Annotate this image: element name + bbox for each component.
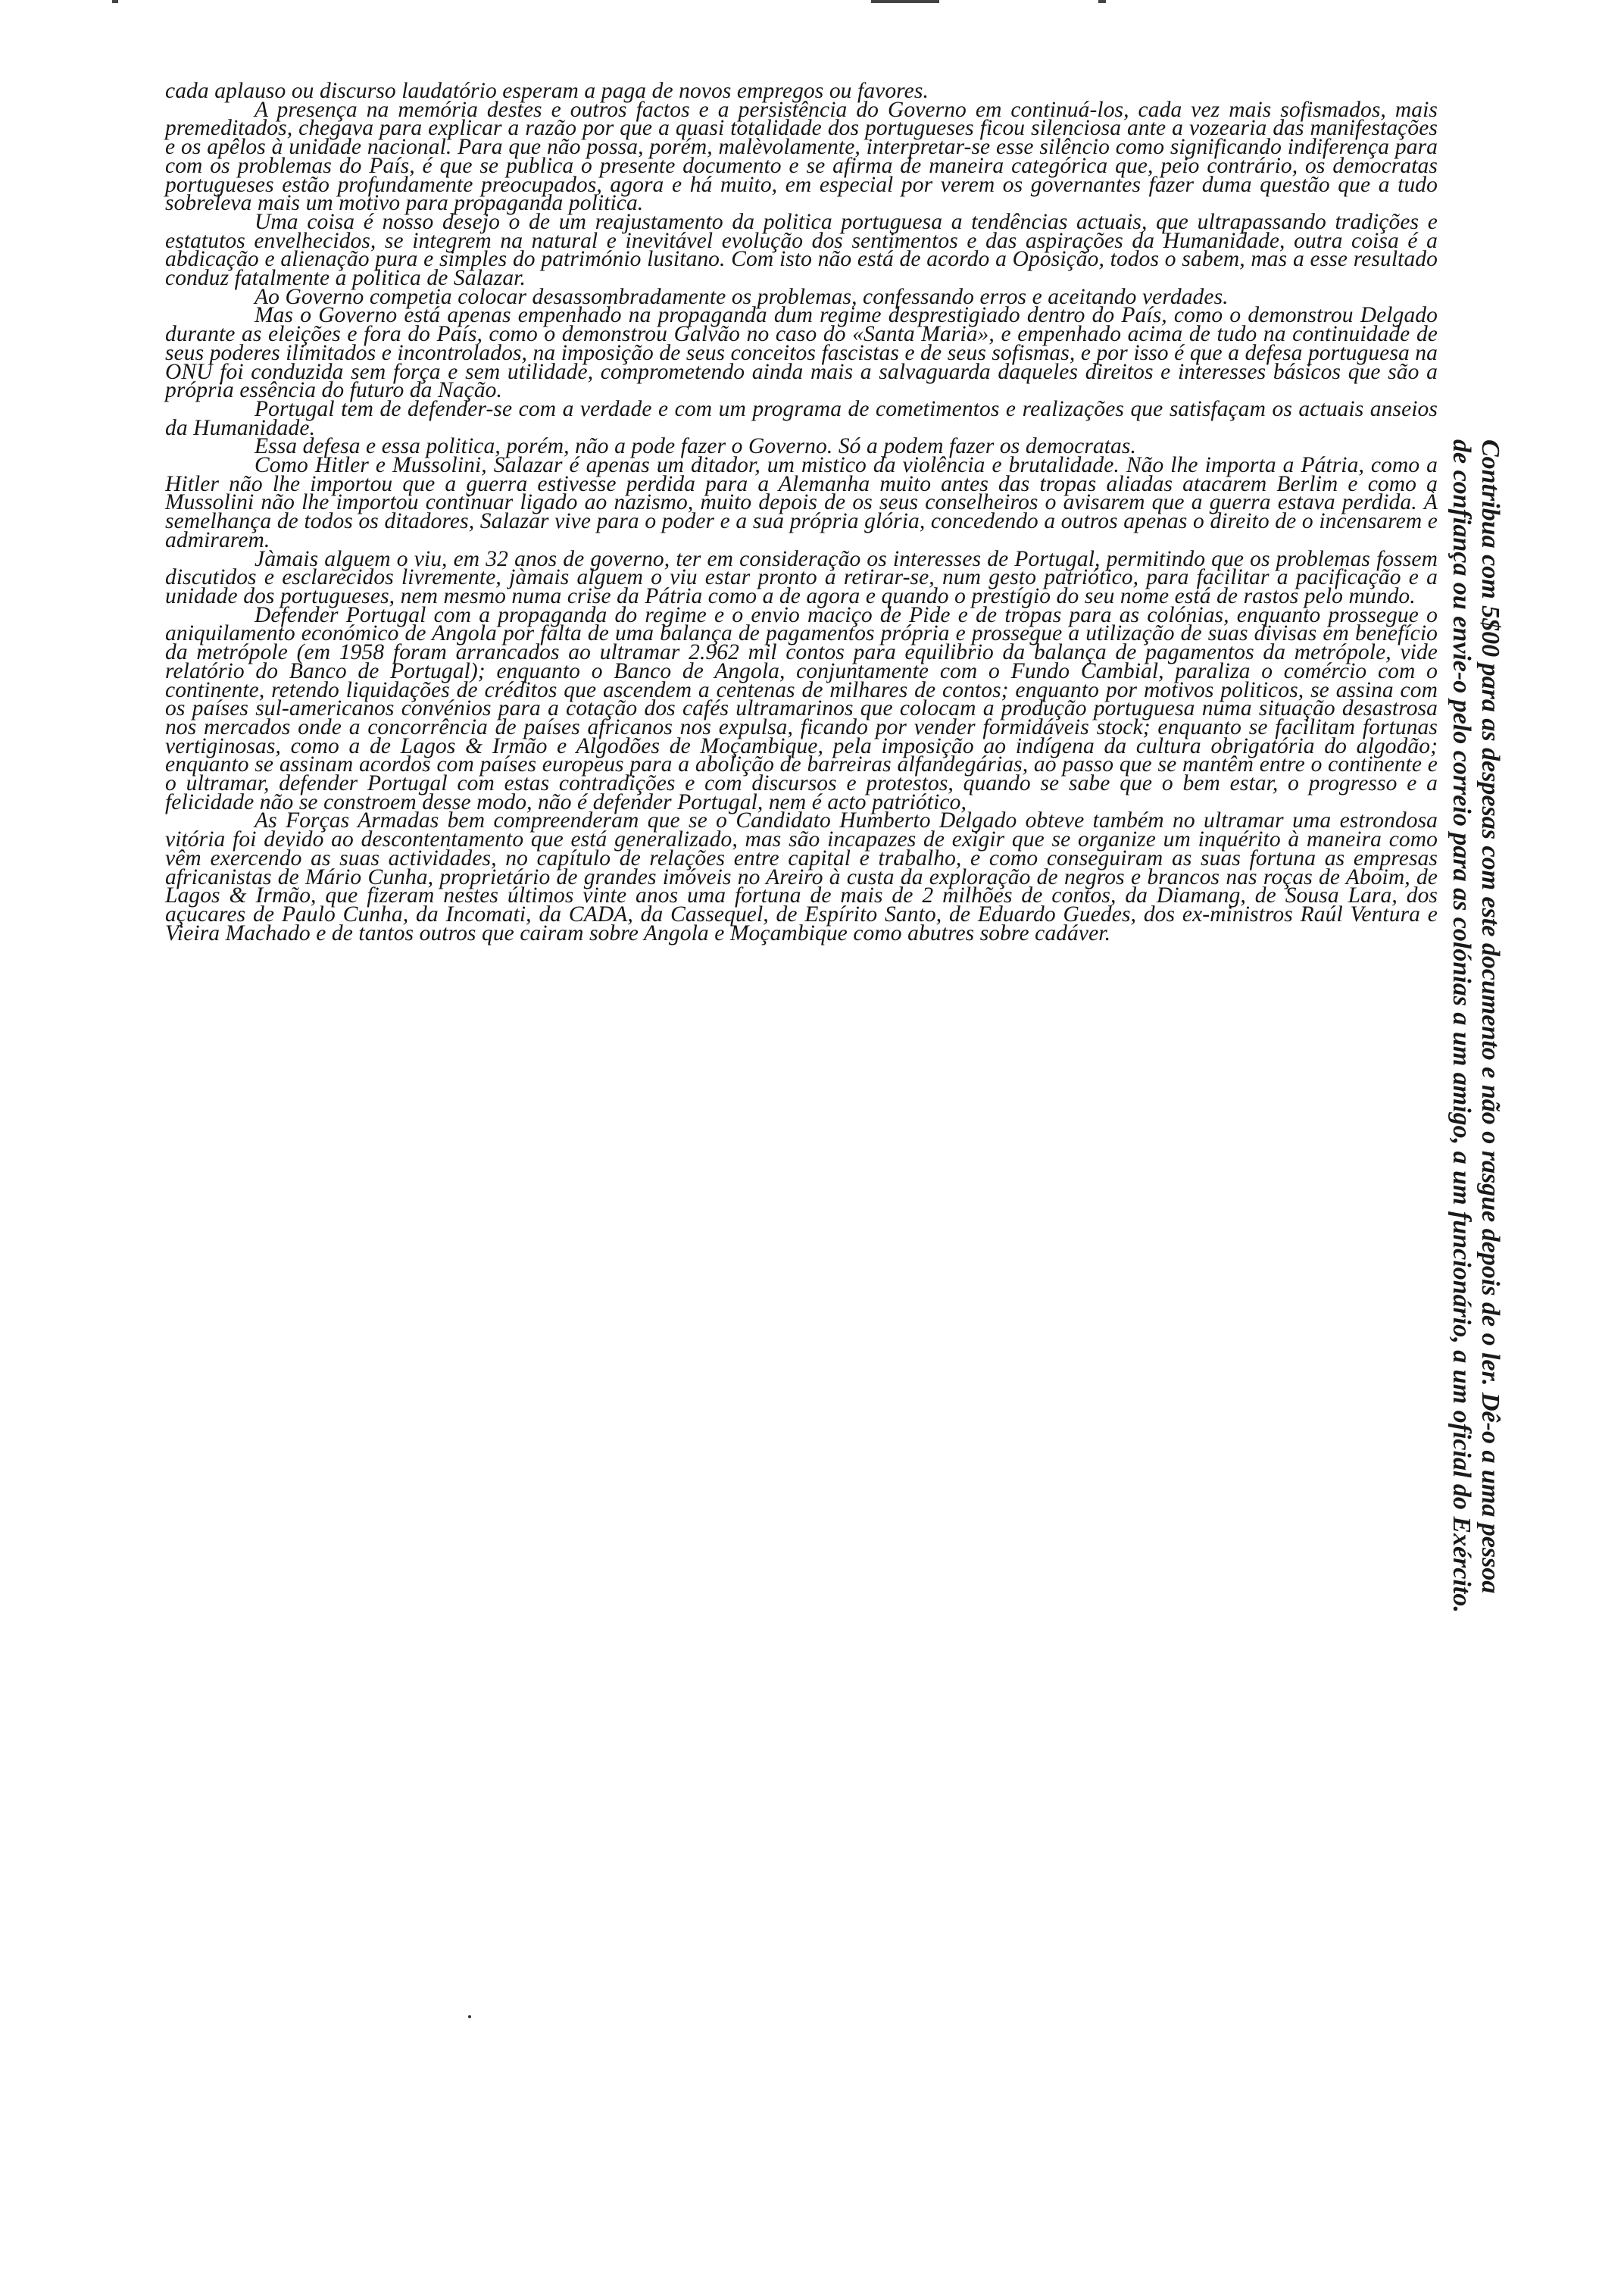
paragraph-5: Mas o Governo está apenas empenhado na propaganda dum regime desprestigiado dentro do País, como o demonstrou Delgado durante as eleições e fora do País, como o demonstrou Galvão no caso do «Santa Maria», e empenhado acima de tudo na continuidade de seus poderes ilimitados e incontrolados, na imposição de seus conceitos fascistas e de seus sofismas, e por isso é que a defesa portuguesa na ONU foi conduzida sem força e sem utilidade, comprometendo ainda mais a salvaguarda daqueles direitos e interesses básicos que são a própria essência do futuro da Nação.	[165, 303, 1438, 403]
paper-speck	[468, 2015, 471, 2018]
paragraph-7: Essa defesa e essa politica, porém, não a pode fazer o Governo. Só a podem fazer os democratas.	[255, 434, 1136, 459]
side-note	[1447, 439, 1504, 2030]
paragraph-3: Uma coisa é nosso desejo o de um reajustamento da politica portuguesa a tendências actuais, que ultrapassando tradições e estatutos envelhecidos, se integrem na natural e inevitável evolução dos sentimentos e das aspirações da Humanidade, outra coisa é a abdicação e alienação pura e simples do património lusitano. Com isto não está de acordo a Oposição, todos o sabem, mas a esse resultado conduz fatalmente a politica de Salazar.	[165, 209, 1438, 291]
document-body	[165, 79, 1438, 945]
side-note-line-2: de confiança ou envie-o pelo correio para as colónias a um amigo, a um funcionário, a um oficial do Exército.	[1448, 439, 1476, 1613]
paragraph-11: As Forças Armadas bem compreenderam que se o Candidato Humberto Delgado obteve também no ultramar uma estrondosa vitória foi devido ao descontentamento que está generalizado, mas são incapazes de exigir que se organize um inquérito à maneira como vêm exercendo as suas actividades, no capítulo de relações entre capital e trabalho, e como conseguiram as suas fortuna as empresas africanistas de Mário Cunha, proprietário de grandes imóveis no Areiro à custa da exploração de negros e brancos nas roças de Aboim, de Lagos & Irmão, que fizeram nestes últimos vinte anos uma fortuna de mais de 2 milhões de contos, da Diamang, de Sousa Lara, dos açucares de Paulo Cunha, da Incomati, da CADA, da Cassequel, de Espírito Santo, de Eduardo Guedes, dos ex-ministros Raúl Ventura e Vieira Machado e de tantos outros que cairam sobre Angola e Moçambique como abutres sobre cadáver.	[165, 808, 1438, 945]
paragraph-8: Como Hitler e Mussolini, Salazar é apenas um ditador, um mistico da violência e brutalidade. Não lhe importa a Pátria, como a Hitler não lhe importou que a guerra estivesse perdida para a Alemanha muito antes das tropas aliadas atacarem Berlim e como a Mussolini não lhe importou continuar ligado ao nazismo, muito depois de os seus conselheiros o avisarem que a guerra estava perdida. À semelhança de todos os ditadores, Salazar vive para o poder e a sua própria glória, concedendo a outros apenas o direito de o incensarem e admirarem.	[165, 453, 1438, 552]
paragraph-9: Jàmais alguem o viu, em 32 anos de governo, ter em consideração os interesses de Portugal, permitindo que os problemas fossem discutidos e esclarecidos livremente, jàmais alguem o viu estar pronto a retirar-se, num gesto patriótico, para facilitar a pacificação e a unidade dos portugueses, nem mesmo numa crise da Pátria como a de agora e quando o prestígio do seu nome está de rastos pelo mundo.	[165, 546, 1438, 608]
side-note-line-1: Contribua com 5$00 para as despesas com este documento e não o rasgue depois de o ler. Dê-o a uma pessoa	[1476, 439, 1504, 1594]
paragraph-2: A presença na memória destes e outros factos e a persistência do Governo em continuá-los, cada vez mais sofismados, mais premeditados, chegava para explicar a razão por que a quasi totalidade dos portugueses ficou silenciosa ante a vozearia das manifestações e os apêlos à unidade nacional. Para que não possa, porém, malèvolamente, interpretar-se esse silêncio como significando indiferença para com os problemas do País, é que se publica o presente documento e se afirma de maneira categórica que, peio contrário, os democratas portugueses estão profundamente preocupados, agora e há muito, em especial por verem os governantes fazer duma questão que a tudo sobreleva mais um motivo para propaganda politica.	[165, 97, 1438, 216]
scan-mark	[112, 0, 118, 3]
paragraph-10: Defender Portugal com a propaganda do regime e o envio maciço de Pide e de tropas para as colónias, enquanto prossegue o aniquilamento económico de Angola por falta de uma balança de pagamentos própria e prossegue a utilização de suas divisas em benefício da metrópole (em 1958 foram arrancados ao ultramar 2.962 mil contos para equilibrio da balança de pagamentos da metrópole, vide relatório do Banco de Portugal); enquanto o Banco de Angola, conjuntamente com o Fundo Cambial, paraliza o comércio com o continente, retendo liquidações de créditos que ascendem a centenas de milhares de contos; enquanto por motivos politicos, se assina com os países sul-americanos convénios para a cotação dos cafés ultramarinos que colocam a produção portuguesa numa situação desastrosa nos mercados onde a concorrência de países africanos nos expulsa, ficando por vender formidáveis stock; enquanto se facilitam fortunas vertiginosas, como a de Lagos & Irmão e Algodões de Moçambique, pela imposição ao indígena da cultura obrigatória do algodão; enquanto se assinam acordos com países europeus para a abolição de barreiras alfandegárias, ao passo que se mantêm entre o continente e o ultramar, defender Portugal com estas contradições e com discursos e protestos, quando se sabe que o bem estar, o progresso e a felicidade não se constroem desse modo, não é defender Portugal, nem é acto patriótico,	[165, 602, 1438, 814]
scan-mark	[1098, 0, 1106, 3]
paragraph-4: Ao Governo competia colocar desassombradamente os problemas, confessando erros e aceitando verdades.	[255, 284, 1229, 309]
paragraph-1: cada aplauso ou discurso laudatório esperam a paga de novos empregos ou favores.	[165, 79, 929, 103]
paragraph-6: Portugal tem de defender-se com a verdade e com um programa de cometimentos e realizações que satisfaçam os actuais anseios da Humanidade.	[165, 396, 1438, 440]
scan-mark	[871, 0, 939, 3]
